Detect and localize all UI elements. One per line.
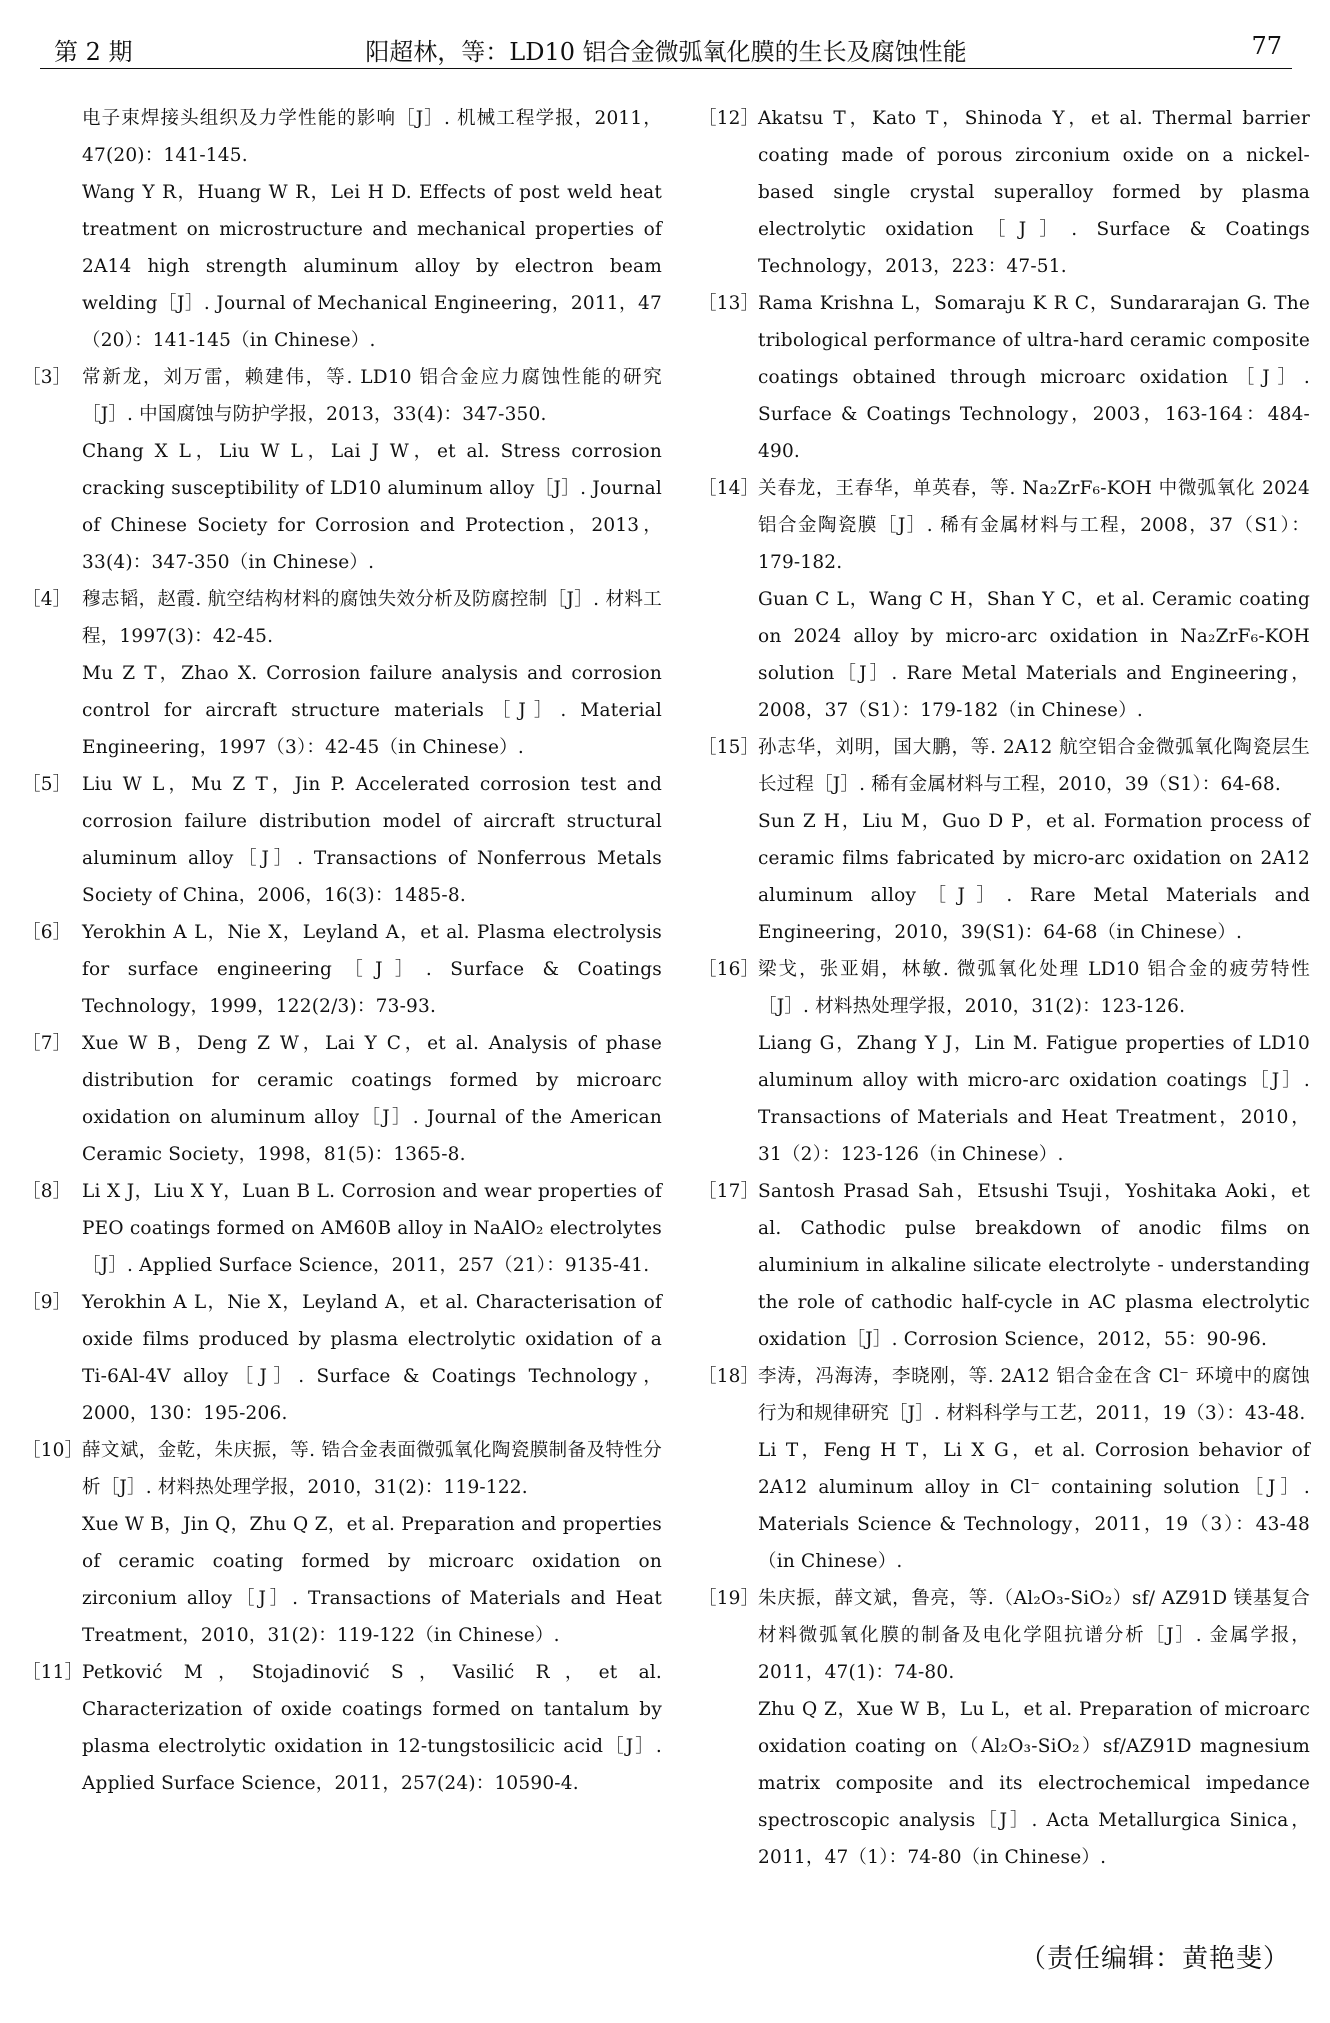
reference-number: ［10］ [22,1440,84,1461]
reference-text-en: Yerokhin A L，Nie X，Leyland A，et al. Plasma electrolysis for surface engineering［J］. Surface & Coatings Technology，1999，122(2/3)：73-93. [82,922,662,1017]
reference-text-zh: 穆志韬，赵霞. 航空结构材料的腐蚀失效分析及防腐控制［J］. 材料工程，1997(3)：42-45. [82,589,662,647]
reference-item [22,1173,662,1284]
reference-number: ［19］ [698,1588,760,1609]
reference-text-en: Sun Z H，Liu M，Guo D P，et al. Formation process of ceramic films fabricated by micro-arc oxidation on 2A12 aluminum alloy［J］. Rare Metal Materials and Engineering，2010，39(S1)：64-68（in Chinese）. [758,811,1310,943]
reference-item [22,914,662,1025]
reference-text-zh: 朱庆振，薛文斌，鲁亮，等.（Al₂O₃-SiO₂）sf/ AZ91D 镁基复合材料微弧氧化膜的制备及电化学阻抗谱分析［J］. 金属学报，2011，47(1)：74-80. [758,1588,1310,1683]
reference-number: ［8］ [22,1181,72,1202]
reference-number: ［3］ [22,367,72,388]
reference-number: ［6］ [22,922,72,943]
reference-text-en: Li T，Feng H T，Li X G，et al. Corrosion behavior of 2A12 aluminum alloy in Cl⁻ containing solution［J］. Materials Science & Technology，2011，19（3）：43-48（in Chinese）. [758,1440,1310,1572]
reference-text-zh: 常新龙，刘万雷，赖建伟，等. LD10 铝合金应力腐蚀性能的研究［J］. 中国腐蚀与防护学报，2013，33(4)：347-350. [82,367,662,425]
reference-item [698,1173,1310,1358]
reference-text-zh: 关春龙，王春华，单英春，等. Na₂ZrF₆-KOH 中微弧氧化 2024 铝合金陶瓷膜［J］. 稀有金属材料与工程，2008，37（S1）：179-182. [758,478,1310,573]
reference-item [698,285,1310,470]
reference-item [698,1358,1310,1580]
reference-text-en: Yerokhin A L，Nie X，Leyland A，et al. Characterisation of oxide films produced by plasma electrolytic oxidation of a Ti-6Al-4V alloy［J］. Surface & Coatings Technology，2000，130：195-206. [82,1292,662,1424]
reference-item [22,766,662,914]
reference-column-right [698,100,1310,1876]
reference-text-en: Li X J，Liu X Y，Luan B L. Corrosion and wear properties of PEO coatings formed on AM60B alloy in NaAlO₂ electrolytes［J］. Applied Surface Science，2011，257（21）：9135-41. [82,1181,662,1276]
reference-text-zh: 薛文斌，金乾，朱庆振，等. 锆合金表面微弧氧化陶瓷膜制备及特性分析［J］. 材料热处理学报，2010，31(2)：119-122. [82,1440,662,1498]
reference-number: ［16］ [698,959,760,980]
reference-text-en: Xue W B，Jin Q，Zhu Q Z，et al. Preparation and properties of ceramic coating formed by microarc oxidation on zirconium alloy［J］. Transactions of Materials and Heat Treatment，2010，31(2)：119-122（in Chinese）. [82,1514,662,1646]
reference-text-en: Santosh Prasad Sah，Etsushi Tsuji，Yoshitaka Aoki，et al. Cathodic pulse breakdown of anodic films on aluminium in alkaline silicate electrolyte - understanding the role of cathodic half-cycle in AC plasma electrolytic oxidation［J］. Corrosion Science，2012，55：90-96. [758,1181,1310,1350]
reference-number: ［4］ [22,589,72,610]
running-title: 阳超林，等：LD10 铝合金微弧氧化膜的生长及腐蚀性能 [365,38,967,66]
reference-item [22,359,662,581]
reference-text-en: Rama Krishna L，Somaraju K R C，Sundararajan G. The tribological performance of ultra-hard ceramic composite coatings obtained through microarc oxidation［J］. Surface & Coatings Technology，2003，163-164：484-490. [758,293,1310,462]
running-header [40,28,1292,69]
reference-text-en: Guan C L，Wang C H，Shan Y C，et al. Ceramic coating on 2024 alloy by micro-arc oxidation in Na₂ZrF₆-KOH solution［J］. Rare Metal Materials and Engineering，2008，37（S1）：179-182（in Chinese）. [758,589,1310,721]
reference-item [22,1654,662,1802]
reference-text-zh: 李涛，冯海涛，李晓刚，等. 2A12 铝合金在含 Cl⁻ 环境中的腐蚀行为和规律研究［J］. 材料科学与工艺，2011，19（3）：43-48. [758,1366,1310,1424]
reference-item [22,1284,662,1432]
page-number: 77 [1251,32,1282,60]
reference-text-en: Chang X L，Liu W L，Lai J W，et al. Stress corrosion cracking susceptibility of LD10 aluminum alloy［J］. Journal of Chinese Society for Corrosion and Protection，2013，33(4)：347-350（in Chinese）. [82,441,662,573]
reference-text-en: Petković M，Stojadinović S，Vasilić R，et al. Characterization of oxide coatings formed on tantalum by plasma electrolytic oxidation in 12-tungstosilicic acid［J］. Applied Surface Science，2011，257(24)：10590-4. [82,1662,662,1794]
reference-number: ［11］ [22,1662,84,1683]
reference-text-zh: 梁戈，张亚娟，林敏. 微弧氧化处理 LD10 铝合金的疲劳特性［J］. 材料热处理学报，2010，31(2)：123-126. [758,959,1310,1017]
reference-number: ［12］ [698,108,760,129]
reference-text-en: Liu W L，Mu Z T，Jin P. Accelerated corrosion test and corrosion failure distribution model of aircraft structural aluminum alloy［J］. Transactions of Nonferrous Metals Society of China，2006，16(3)：1485-8. [82,774,662,906]
reference-number [22,100,82,359]
reference-number: ［15］ [698,737,760,758]
reference-number: ［14］ [698,478,760,499]
reference-item [698,100,1310,285]
reference-text-en: Xue W B，Deng Z W，Lai Y C，et al. Analysis of phase distribution for ceramic coatings formed by microarc oxidation on aluminum alloy［J］. Journal of the American Ceramic Society，1998，81(5)：1365-8. [82,1033,662,1165]
reference-item [22,1025,662,1173]
reference-item [22,100,662,359]
reference-text-en: Liang G，Zhang Y J，Lin M. Fatigue properties of LD10 aluminum alloy with micro-arc oxidation coatings［J］. Transactions of Materials and Heat Treatment，2010，31（2）：123-126（in Chinese）. [758,1033,1310,1165]
reference-text-en: Wang Y R，Huang W R，Lei H D. Effects of post weld heat treatment on microstructure and mechanical properties of 2A14 high strength aluminum alloy by electron beam welding［J］. Journal of Mechanical Engineering，2011，47（20）：141-145（in Chinese）. [82,182,662,351]
reference-column-left [22,100,662,1802]
reference-text-zh: 孙志华，刘明，国大鹏，等. 2A12 航空铝合金微弧氧化陶瓷层生长过程［J］. 稀有金属材料与工程，2010，39（S1）：64-68. [758,737,1310,795]
reference-text-en: Akatsu T，Kato T，Shinoda Y，et al. Thermal barrier coating made of porous zirconium oxide on a nickel-based single crystal superalloy formed by plasma electrolytic oxidation［J］. Surface & Coatings Technology，2013，223：47-51. [758,108,1310,277]
reference-item [698,470,1310,729]
reference-number: ［7］ [22,1033,72,1054]
issue-number: 第 2 期 [54,38,133,66]
reference-item [698,1580,1310,1876]
responsible-editor-note: （责任编辑：黄艳斐） [1019,1944,1290,1974]
reference-number: ［9］ [22,1292,72,1313]
reference-number: ［17］ [698,1181,760,1202]
reference-text-zh: 电子束焊接头组织及力学性能的影响［J］. 机械工程学报，2011，47(20)：141-145. [82,108,662,166]
reference-number: ［5］ [22,774,72,795]
reference-text-en: Mu Z T，Zhao X. Corrosion failure analysis and corrosion control for aircraft structure materials［J］. Material Engineering，1997（3）：42-45（in Chinese）. [82,663,662,758]
reference-item [22,1432,662,1654]
reference-item [22,581,662,766]
reference-number: ［13］ [698,293,760,314]
reference-number: ［18］ [698,1366,760,1387]
reference-item [698,951,1310,1173]
reference-text-en: Zhu Q Z，Xue W B，Lu L，et al. Preparation of microarc oxidation coating on（Al₂O₃-SiO₂）sf/AZ91D magnesium matrix composite and its electrochemical impedance spectroscopic analysis［J］. Acta Metallurgica Sinica，2011，47（1）：74-80（in Chinese）. [758,1699,1310,1868]
reference-item [698,729,1310,951]
